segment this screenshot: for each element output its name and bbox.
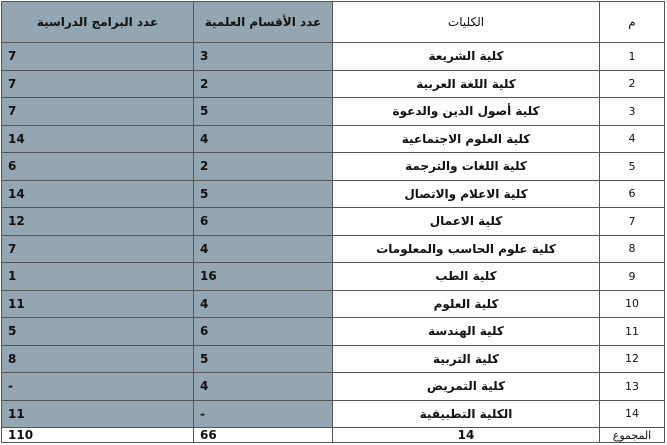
colleges-table: [1, 1, 665, 443]
row-college: كلية التربية: [333, 345, 600, 373]
header-programs: عدد البرامج الدراسية: [2, 2, 194, 43]
total-programs: 110: [2, 428, 194, 443]
table-row: [2, 208, 665, 236]
row-programs: 7: [2, 43, 194, 71]
table-row: [2, 43, 665, 71]
row-departments: 16: [194, 263, 333, 291]
row-programs: 11: [2, 290, 194, 318]
row-index: 11: [600, 318, 665, 346]
row-college: كلية الاعمال: [333, 208, 600, 236]
row-index: 5: [600, 153, 665, 181]
row-index: 14: [600, 400, 665, 428]
row-index: 12: [600, 345, 665, 373]
total-row: [2, 428, 665, 443]
row-college: كلية اللغات والترجمة: [333, 153, 600, 181]
row-college: كلية أصول الدين والدعوة: [333, 98, 600, 126]
row-index: 1: [600, 43, 665, 71]
row-departments: -: [194, 400, 333, 428]
table-row: [2, 180, 665, 208]
row-index: 8: [600, 235, 665, 263]
row-departments: 4: [194, 373, 333, 401]
table-row: [2, 400, 665, 428]
row-departments: 5: [194, 345, 333, 373]
row-programs: 11: [2, 400, 194, 428]
header-index: م: [600, 2, 665, 43]
row-programs: 14: [2, 125, 194, 153]
row-college: كلية العلوم الاجتماعية: [333, 125, 600, 153]
table-body: [2, 43, 665, 428]
row-departments: 6: [194, 318, 333, 346]
row-college: كلية الشريعة: [333, 43, 600, 71]
row-departments: 6: [194, 208, 333, 236]
row-departments: 4: [194, 290, 333, 318]
row-programs: 7: [2, 98, 194, 126]
row-index: 2: [600, 70, 665, 98]
table-row: [2, 125, 665, 153]
table-row: [2, 153, 665, 181]
table-row: [2, 263, 665, 291]
table-row: [2, 318, 665, 346]
header-departments: عدد الأقسام العلمية: [194, 2, 333, 43]
row-departments: 5: [194, 180, 333, 208]
row-departments: 2: [194, 153, 333, 181]
row-departments: 4: [194, 125, 333, 153]
row-index: 7: [600, 208, 665, 236]
row-programs: 7: [2, 235, 194, 263]
row-programs: 5: [2, 318, 194, 346]
row-index: 3: [600, 98, 665, 126]
row-departments: 4: [194, 235, 333, 263]
table-row: [2, 70, 665, 98]
header-college: الكليات: [333, 2, 600, 43]
table-row: [2, 98, 665, 126]
row-departments: 2: [194, 70, 333, 98]
row-college: كلية الطب: [333, 263, 600, 291]
row-college: كلية العلوم: [333, 290, 600, 318]
row-index: 9: [600, 263, 665, 291]
total-label: المجموع: [600, 428, 665, 443]
table-row: [2, 373, 665, 401]
row-programs: 7: [2, 70, 194, 98]
row-index: 13: [600, 373, 665, 401]
row-index: 4: [600, 125, 665, 153]
row-programs: 8: [2, 345, 194, 373]
row-college: الكلية التطبيقية: [333, 400, 600, 428]
row-college: كلية علوم الحاسب والمعلومات: [333, 235, 600, 263]
row-departments: 3: [194, 43, 333, 71]
header-row: [2, 2, 665, 43]
table-row: [2, 235, 665, 263]
row-college: كلية التمريض: [333, 373, 600, 401]
row-college: كلية الهندسة: [333, 318, 600, 346]
row-programs: 1: [2, 263, 194, 291]
row-index: 10: [600, 290, 665, 318]
row-departments: 5: [194, 98, 333, 126]
table-row: [2, 345, 665, 373]
total-departments: 66: [194, 428, 333, 443]
row-college: كلية اللغة العربية: [333, 70, 600, 98]
total-colleges: 14: [333, 428, 600, 443]
row-college: كلية الاعلام والاتصال: [333, 180, 600, 208]
row-programs: 12: [2, 208, 194, 236]
row-programs: 14: [2, 180, 194, 208]
row-index: 6: [600, 180, 665, 208]
row-programs: -: [2, 373, 194, 401]
table-row: [2, 290, 665, 318]
row-programs: 6: [2, 153, 194, 181]
